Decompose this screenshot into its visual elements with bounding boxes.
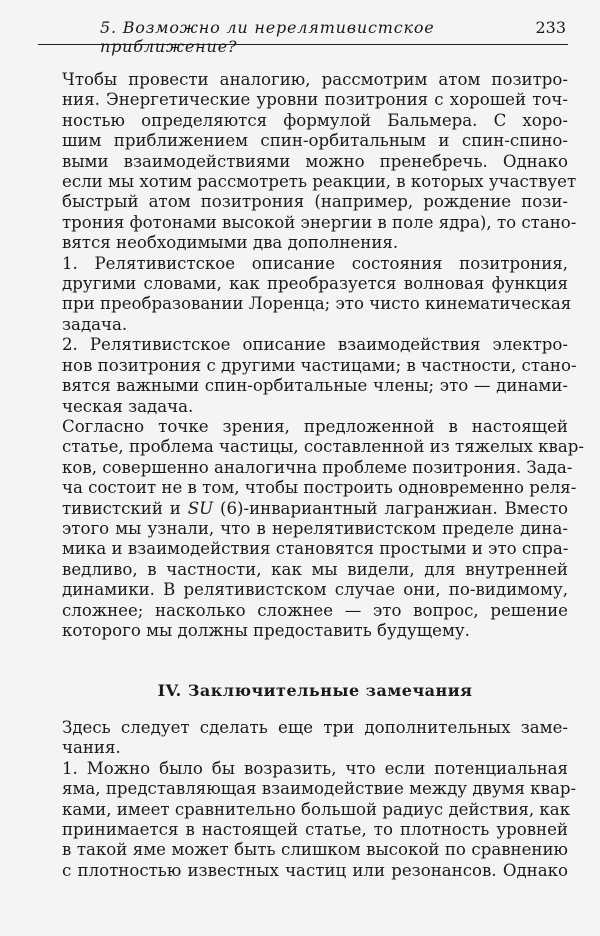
text-line: вятся необходимыми два дополнения.	[62, 233, 399, 253]
page-number: 233	[535, 18, 566, 37]
text-line: выми взаимодействиями можно пренебречь. Однако	[62, 151, 568, 171]
text-line: с плотностью известных частиц или резонансов. Однако	[62, 860, 568, 880]
text-line: ча состоит не в том, чтобы построить одновременно реля-	[62, 478, 577, 498]
paragraph-remark-one	[62, 758, 577, 881]
text-line: нов позитрония с другими частицами; в частности, стано-	[62, 355, 577, 375]
text-line: принимается в настоящей статье, то плотность уровней	[62, 820, 568, 840]
text-line: ния. Энергетические уровни позитрония с хорошей точ-	[62, 90, 568, 110]
running-title: 5. Возможно ли нерелятивистское приближение?	[100, 18, 435, 56]
section-text	[62, 718, 577, 881]
text-line: 2. Релятивистское описание взаимодействия электро-	[62, 335, 568, 355]
text-line: ческая задача.	[62, 396, 194, 416]
paragraph-remarks-intro	[62, 718, 568, 759]
text-line: другими словами, как преобразуется волновая функция	[62, 274, 568, 294]
section-heading: IV. Заключительные замечания	[157, 681, 473, 700]
text-line: динамики. В релятивистском случае они, по-видимому,	[62, 580, 568, 600]
text-line: 1. Можно было бы возразить, что если потенциальная	[62, 758, 568, 778]
paragraph-heavy-quarks	[62, 416, 585, 641]
text-line: тивистский и SU (6)-инвариантный лагранжиан. Вместо	[62, 498, 568, 518]
text-line: яма, представляющая взаимодействие между двумя квар-	[62, 779, 577, 799]
paragraph-analogy	[62, 70, 577, 254]
text-line: чания.	[62, 738, 121, 758]
text-line: Чтобы провести аналогию, рассмотрим атом позитро-	[62, 70, 568, 89]
text-line: ков, совершенно аналогична проблеме позитрония. Зада-	[62, 457, 573, 477]
text-line: при преобразовании Лоренца; это чисто кинематическая	[62, 294, 572, 314]
text-line: Согласно точке зрения, предложенной в настоящей	[62, 416, 568, 436]
text-line: ведливо, в частности, как мы видели, для внутренней	[62, 559, 568, 579]
su-symbol: SU	[187, 498, 214, 518]
text-line: ностью определяются формулой Бальмера. С хоро-	[62, 110, 568, 130]
text-line: этого мы узнали, что в нерелятивистском пределе дина-	[62, 518, 568, 538]
text-line: вятся важными спин-орбитальные члены; это — динами-	[62, 376, 568, 396]
text-line: сложнее; насколько сложнее — это вопрос, решение	[62, 600, 568, 620]
paragraph-relativistic-state	[62, 253, 572, 336]
paragraph-relativistic-interaction	[62, 335, 577, 417]
text-line: статье, проблема частицы, составленной из тяжелых квар-	[62, 437, 585, 457]
text-line: ками, имеет сравнительно большой радиус действия, как	[62, 799, 571, 819]
text-line: быстрый атом позитрония (например, рождение пози-	[62, 192, 568, 212]
running-header	[38, 14, 568, 56]
text-line: если мы хотим рассмотреть реакции, в которых участвует	[62, 172, 577, 192]
text-line: которого мы должны предоставить будущему.	[62, 620, 470, 640]
text-line: мика и взаимодействия становятся простыми и это спра-	[62, 539, 569, 559]
text-line: шим приближением спин-орбитальным и спин-спино-	[62, 131, 568, 151]
body-text	[62, 70, 585, 641]
text-line: трония фотонами высокой энергии в поле ядра), то стано-	[62, 212, 577, 232]
text-line: в такой яме может быть слишком высокой по сравнению	[62, 840, 568, 860]
text-line: 1. Релятивистское описание состояния позитрония,	[62, 253, 568, 273]
text-line: Здесь следует сделать еще три дополнительных заме-	[62, 718, 568, 737]
text-line: задача.	[62, 314, 128, 334]
